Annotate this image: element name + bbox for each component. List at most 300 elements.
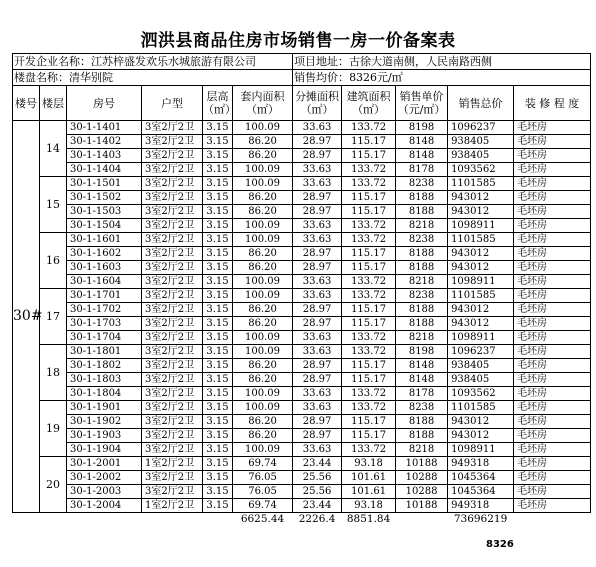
location-cell	[293, 54, 591, 70]
floor-height-cell: 3.15	[203, 401, 233, 415]
totals-spacer	[396, 513, 448, 527]
total-price-cell: 1045364	[448, 485, 514, 499]
inner-area-cell: 100.09	[233, 177, 293, 191]
unit-price-cell: 8188	[396, 429, 448, 443]
decoration-cell: 毛坯房	[514, 485, 591, 499]
gross-area-cell: 115.17	[342, 303, 396, 317]
room-number-cell: 30-1-1701	[67, 289, 142, 303]
gross-area-cell: 115.17	[342, 359, 396, 373]
decoration-cell: 毛坯房	[514, 219, 591, 233]
unit-price-cell: 8188	[396, 415, 448, 429]
average-footer: 8326	[486, 539, 514, 550]
table-row	[13, 303, 591, 317]
total-price-cell: 1101585	[448, 177, 514, 191]
room-number-cell: 30-1-1404	[67, 163, 142, 177]
table-row	[13, 289, 591, 303]
total-shared-area: 2226.4	[298, 513, 336, 525]
table-row	[13, 429, 591, 443]
header-row	[13, 86, 591, 121]
shared-area-cell: 28.97	[293, 303, 342, 317]
room-number-cell: 30-1-1503	[67, 205, 142, 219]
layout-cell: 1室2厅2卫	[142, 499, 203, 513]
total-inner-area: 6625.44	[240, 513, 285, 525]
total-price-cell: 1096237	[448, 121, 514, 135]
header-layout: 户型	[142, 86, 203, 121]
table-row	[13, 261, 591, 275]
room-number-cell: 30-1-1502	[67, 191, 142, 205]
unit-price-cell: 8178	[396, 163, 448, 177]
decoration-cell: 毛坯房	[514, 443, 591, 457]
room-number-cell: 30-1-1902	[67, 415, 142, 429]
gross-area-cell: 133.72	[342, 401, 396, 415]
total-price-cell: 1101585	[448, 401, 514, 415]
shared-area-cell: 28.97	[293, 429, 342, 443]
header-height: 层高（㎡）	[203, 86, 233, 121]
layout-cell: 3室2厅2卫	[142, 247, 203, 261]
total-price-cell: 943012	[448, 415, 514, 429]
total-gross-area: 8851.84	[346, 513, 391, 525]
unit-price-cell: 8188	[396, 247, 448, 261]
shared-area-cell: 33.63	[293, 177, 342, 191]
total-price-cell: 1101585	[448, 233, 514, 247]
shared-area-cell: 28.97	[293, 135, 342, 149]
gross-area-cell: 115.17	[342, 247, 396, 261]
estate-cell	[13, 70, 293, 86]
unit-price-cell: 10188	[396, 457, 448, 471]
unit-price-cell: 8218	[396, 443, 448, 457]
gross-area-cell: 133.72	[342, 275, 396, 289]
estate-name: 清华别院	[69, 71, 113, 84]
gross-area-cell: 93.18	[342, 457, 396, 471]
shared-area-cell: 28.97	[293, 191, 342, 205]
floor-height-cell: 3.15	[203, 345, 233, 359]
inner-area-cell: 86.20	[233, 303, 293, 317]
inner-area-cell: 86.20	[233, 205, 293, 219]
floor-height-cell: 3.15	[203, 289, 233, 303]
decoration-cell: 毛坯房	[514, 261, 591, 275]
gross-area-cell: 115.17	[342, 429, 396, 443]
total-price-cell: 943012	[448, 261, 514, 275]
layout-cell: 3室2厅2卫	[142, 415, 203, 429]
room-number-cell: 30-1-1904	[67, 443, 142, 457]
gross-area-cell: 133.72	[342, 163, 396, 177]
decoration-cell: 毛坯房	[514, 415, 591, 429]
total-price-cell: 1096237	[448, 345, 514, 359]
unit-price-cell: 8148	[396, 359, 448, 373]
room-number-cell: 30-1-1801	[67, 345, 142, 359]
unit-price-cell: 8188	[396, 191, 448, 205]
unit-price-cell: 8198	[396, 121, 448, 135]
shared-area-cell: 28.97	[293, 373, 342, 387]
layout-cell: 3室2厅2卫	[142, 387, 203, 401]
gross-area-cell: 115.17	[342, 205, 396, 219]
inner-area-cell: 100.09	[233, 401, 293, 415]
table-row	[13, 177, 591, 191]
floor-height-cell: 3.15	[203, 121, 233, 135]
room-number-cell: 30-1-1603	[67, 261, 142, 275]
shared-area-cell: 33.63	[293, 401, 342, 415]
shared-area-cell: 33.63	[293, 219, 342, 233]
total-price-cell: 1045364	[448, 471, 514, 485]
shared-area-cell: 33.63	[293, 443, 342, 457]
inner-area-cell: 69.74	[233, 499, 293, 513]
floor-height-cell: 3.15	[203, 177, 233, 191]
floor-cell: 15	[40, 177, 67, 233]
floor-height-cell: 3.15	[203, 135, 233, 149]
layout-cell: 3室2厅2卫	[142, 177, 203, 191]
header-decoration: 装 修 程 度	[514, 86, 591, 121]
room-number-cell: 30-1-1802	[67, 359, 142, 373]
floor-height-cell: 3.15	[203, 429, 233, 443]
table-row	[13, 415, 591, 429]
inner-area-cell: 76.05	[233, 471, 293, 485]
document-title: 泗洪县商品住房市场销售一房一价备案表	[140, 31, 456, 51]
layout-cell: 3室2厅2卫	[142, 289, 203, 303]
unit-price-cell: 10288	[396, 471, 448, 485]
shared-area-cell: 23.44	[293, 457, 342, 471]
total-price-cell: 1098911	[448, 219, 514, 233]
table-row	[13, 499, 591, 513]
header-unit-price: 销售单价（元/㎡）	[396, 86, 448, 121]
inner-area-cell: 100.09	[233, 345, 293, 359]
floor-cell: 17	[40, 289, 67, 345]
estate-label: 楼盘名称：	[14, 71, 69, 84]
layout-cell: 3室2厅2卫	[142, 443, 203, 457]
layout-cell: 3室2厅2卫	[142, 345, 203, 359]
gross-area-cell: 133.72	[342, 345, 396, 359]
gross-area-cell: 133.72	[342, 289, 396, 303]
floor-cell: 16	[40, 233, 67, 289]
inner-area-cell: 100.09	[233, 387, 293, 401]
layout-cell: 3室2厅2卫	[142, 121, 203, 135]
decoration-cell: 毛坯房	[514, 401, 591, 415]
gross-area-cell: 133.72	[342, 219, 396, 233]
decoration-cell: 毛坯房	[514, 275, 591, 289]
unit-price-cell: 8188	[396, 205, 448, 219]
decoration-cell: 毛坯房	[514, 191, 591, 205]
developer-cell	[13, 54, 293, 70]
table-row	[13, 387, 591, 401]
inner-area-cell: 86.20	[233, 415, 293, 429]
table-row	[13, 471, 591, 485]
layout-cell: 3室2厅2卫	[142, 359, 203, 373]
shared-area-cell: 33.63	[293, 289, 342, 303]
room-number-cell: 30-1-2003	[67, 485, 142, 499]
gross-area-cell: 101.61	[342, 471, 396, 485]
inner-area-cell: 76.05	[233, 485, 293, 499]
gross-area-cell: 101.61	[342, 485, 396, 499]
gross-area-cell: 133.72	[342, 443, 396, 457]
floor-cell: 18	[40, 345, 67, 401]
shared-area-cell: 33.63	[293, 387, 342, 401]
table-row	[13, 345, 591, 359]
room-number-cell: 30-1-1601	[67, 233, 142, 247]
table-row	[13, 373, 591, 387]
layout-cell: 3室2厅2卫	[142, 331, 203, 345]
decoration-cell: 毛坯房	[514, 205, 591, 219]
total-price-cell: 1098911	[448, 331, 514, 345]
layout-cell: 3室2厅2卫	[142, 135, 203, 149]
inner-area-cell: 86.20	[233, 261, 293, 275]
decoration-cell: 毛坯房	[514, 317, 591, 331]
inner-area-cell: 86.20	[233, 317, 293, 331]
decoration-cell: 毛坯房	[514, 247, 591, 261]
shared-area-cell: 25.56	[293, 485, 342, 499]
floor-height-cell: 3.15	[203, 205, 233, 219]
decoration-cell: 毛坯房	[514, 121, 591, 135]
table-row	[13, 331, 591, 345]
inner-area-cell: 86.20	[233, 191, 293, 205]
unit-price-cell: 8238	[396, 289, 448, 303]
header-total-price: 销售总价	[448, 86, 514, 121]
layout-cell: 3室2厅2卫	[142, 205, 203, 219]
layout-cell: 3室2厅2卫	[142, 401, 203, 415]
room-number-cell: 30-1-1504	[67, 219, 142, 233]
shared-area-cell: 33.63	[293, 345, 342, 359]
floor-height-cell: 3.15	[203, 317, 233, 331]
developer-name: 江苏梓盛发欢乐水城旅游有限公司	[91, 55, 256, 68]
unit-price-cell: 8188	[396, 303, 448, 317]
layout-cell: 3室2厅2卫	[142, 275, 203, 289]
table-row	[13, 219, 591, 233]
gross-area-cell: 133.72	[342, 387, 396, 401]
unit-price-cell: 8148	[396, 135, 448, 149]
shared-area-cell: 28.97	[293, 247, 342, 261]
unit-price-cell: 8148	[396, 149, 448, 163]
room-number-cell: 30-1-1903	[67, 429, 142, 443]
floor-height-cell: 3.15	[203, 247, 233, 261]
total-price-cell: 949318	[448, 499, 514, 513]
total-price-cell: 938405	[448, 359, 514, 373]
floor-height-cell: 3.15	[203, 275, 233, 289]
avg-price-cell	[293, 70, 591, 86]
decoration-cell: 毛坯房	[514, 471, 591, 485]
gross-area-cell: 115.17	[342, 149, 396, 163]
unit-price-cell: 8218	[396, 275, 448, 289]
table-row	[13, 205, 591, 219]
inner-area-cell: 100.09	[233, 443, 293, 457]
unit-price-cell: 8188	[396, 317, 448, 331]
layout-cell: 3室2厅2卫	[142, 429, 203, 443]
developer-label: 开发企业名称：	[14, 55, 91, 68]
floor-cell: 20	[40, 457, 67, 513]
layout-cell: 3室2厅2卫	[142, 149, 203, 163]
layout-cell: 3室2厅2卫	[142, 191, 203, 205]
location-value: 古徐大道南侧，人民南路西侧	[349, 55, 493, 68]
total-price-cell: 1098911	[448, 443, 514, 457]
decoration-cell: 毛坯房	[514, 177, 591, 191]
room-number-cell: 30-1-2001	[67, 457, 142, 471]
location-label: 项目地址：	[294, 55, 350, 68]
layout-cell: 3室2厅2卫	[142, 261, 203, 275]
unit-price-cell: 8238	[396, 177, 448, 191]
room-number-cell: 30-1-1803	[67, 373, 142, 387]
floor-cell: 14	[40, 121, 67, 177]
room-number-cell: 30-1-1403	[67, 149, 142, 163]
gross-area-cell: 115.17	[342, 415, 396, 429]
header-shared-area: 分摊面积（㎡）	[293, 86, 342, 121]
table-row	[13, 359, 591, 373]
shared-area-cell: 33.63	[293, 275, 342, 289]
decoration-cell: 毛坯房	[514, 289, 591, 303]
total-price-cell: 943012	[448, 247, 514, 261]
layout-cell: 3室2厅2卫	[142, 373, 203, 387]
inner-area-cell: 100.09	[233, 289, 293, 303]
table-row	[13, 457, 591, 471]
unit-price-cell: 10188	[396, 499, 448, 513]
shared-area-cell: 28.97	[293, 317, 342, 331]
shared-area-cell: 33.63	[293, 331, 342, 345]
decoration-cell: 毛坯房	[514, 387, 591, 401]
gross-area-cell: 115.17	[342, 373, 396, 387]
floor-height-cell: 3.15	[203, 219, 233, 233]
shared-area-cell: 33.63	[293, 121, 342, 135]
unit-price-cell: 8218	[396, 219, 448, 233]
floor-height-cell: 3.15	[203, 415, 233, 429]
total-sales-price: 73696219	[453, 513, 508, 525]
room-number-cell: 30-1-2004	[67, 499, 142, 513]
layout-cell: 3室2厅2卫	[142, 317, 203, 331]
inner-area-cell: 100.09	[233, 219, 293, 233]
floor-height-cell: 3.15	[203, 443, 233, 457]
room-number-cell: 30-1-1702	[67, 303, 142, 317]
total-price-cell: 943012	[448, 303, 514, 317]
decoration-cell: 毛坯房	[514, 233, 591, 247]
layout-cell: 3室2厅2卫	[142, 233, 203, 247]
decoration-cell: 毛坯房	[514, 373, 591, 387]
inner-area-cell: 100.09	[233, 163, 293, 177]
total-price-cell: 938405	[448, 135, 514, 149]
floor-height-cell: 3.15	[203, 499, 233, 513]
table-row	[13, 135, 591, 149]
shared-area-cell: 28.97	[293, 149, 342, 163]
floor-height-cell: 3.15	[203, 261, 233, 275]
room-number-cell: 30-1-1602	[67, 247, 142, 261]
table-row	[13, 443, 591, 457]
table-row	[13, 191, 591, 205]
table-row	[13, 317, 591, 331]
totals-row	[13, 513, 591, 527]
floor-height-cell: 3.15	[203, 359, 233, 373]
total-price-cell: 943012	[448, 317, 514, 331]
total-price-cell: 1098911	[448, 275, 514, 289]
shared-area-cell: 33.63	[293, 163, 342, 177]
sales-record-table	[12, 53, 591, 526]
decoration-cell: 毛坯房	[514, 135, 591, 149]
gross-area-cell: 115.17	[342, 261, 396, 275]
shared-area-cell: 28.97	[293, 359, 342, 373]
building-number-cell: 30#	[13, 121, 40, 513]
decoration-cell: 毛坯房	[514, 429, 591, 443]
unit-price-cell: 8148	[396, 373, 448, 387]
shared-area-cell: 28.97	[293, 205, 342, 219]
floor-height-cell: 3.15	[203, 485, 233, 499]
decoration-cell: 毛坯房	[514, 149, 591, 163]
table-row	[13, 121, 591, 135]
floor-height-cell: 3.15	[203, 233, 233, 247]
total-price-cell: 943012	[448, 205, 514, 219]
room-number-cell: 30-1-1703	[67, 317, 142, 331]
avg-price-value: 8326元/㎡	[349, 71, 403, 84]
inner-area-cell: 86.20	[233, 429, 293, 443]
header-gross-area: 建筑面积（㎡）	[342, 86, 396, 121]
shared-area-cell: 28.97	[293, 415, 342, 429]
total-price-cell: 938405	[448, 149, 514, 163]
unit-price-cell: 8198	[396, 345, 448, 359]
gross-area-cell: 133.72	[342, 121, 396, 135]
table-row	[13, 247, 591, 261]
floor-height-cell: 3.15	[203, 331, 233, 345]
header-inner-area: 套内面积（㎡）	[233, 86, 293, 121]
inner-area-cell: 86.20	[233, 135, 293, 149]
shared-area-cell: 33.63	[293, 233, 342, 247]
total-price-cell: 1101585	[448, 289, 514, 303]
header-room: 房号	[67, 86, 142, 121]
estate-row	[13, 70, 591, 86]
inner-area-cell: 69.74	[233, 457, 293, 471]
inner-area-cell: 100.09	[233, 331, 293, 345]
floor-height-cell: 3.15	[203, 471, 233, 485]
decoration-cell: 毛坯房	[514, 499, 591, 513]
layout-cell: 3室2厅2卫	[142, 163, 203, 177]
header-floor: 楼层	[40, 86, 67, 121]
room-number-cell: 30-1-1402	[67, 135, 142, 149]
header-building: 楼号	[13, 86, 40, 121]
floor-height-cell: 3.15	[203, 191, 233, 205]
shared-area-cell: 25.56	[293, 471, 342, 485]
total-price-cell: 949318	[448, 457, 514, 471]
table-row	[13, 163, 591, 177]
floor-cell: 19	[40, 401, 67, 457]
floor-height-cell: 3.15	[203, 373, 233, 387]
room-number-cell: 30-1-1901	[67, 401, 142, 415]
floor-height-cell: 3.15	[203, 163, 233, 177]
decoration-cell: 毛坯房	[514, 345, 591, 359]
layout-cell: 3室2厅2卫	[142, 303, 203, 317]
floor-height-cell: 3.15	[203, 303, 233, 317]
inner-area-cell: 86.20	[233, 359, 293, 373]
inner-area-cell: 100.09	[233, 233, 293, 247]
inner-area-cell: 86.20	[233, 247, 293, 261]
layout-cell: 1室2厅2卫	[142, 457, 203, 471]
decoration-cell: 毛坯房	[514, 303, 591, 317]
unit-price-cell: 8188	[396, 261, 448, 275]
decoration-cell: 毛坯房	[514, 359, 591, 373]
total-price-cell: 943012	[448, 191, 514, 205]
unit-price-cell: 8238	[396, 401, 448, 415]
unit-price-cell: 8178	[396, 387, 448, 401]
layout-cell: 3室2厅2卫	[142, 471, 203, 485]
floor-height-cell: 3.15	[203, 149, 233, 163]
total-price-cell: 938405	[448, 373, 514, 387]
table-row	[13, 149, 591, 163]
table-row	[13, 485, 591, 499]
table-row	[13, 275, 591, 289]
gross-area-cell: 115.17	[342, 317, 396, 331]
inner-area-cell: 100.09	[233, 275, 293, 289]
floor-height-cell: 3.15	[203, 387, 233, 401]
unit-price-cell: 8218	[396, 331, 448, 345]
table-row	[13, 233, 591, 247]
unit-price-cell: 10288	[396, 485, 448, 499]
total-price-cell: 1093562	[448, 387, 514, 401]
shared-area-cell: 28.97	[293, 261, 342, 275]
shared-area-cell: 23.44	[293, 499, 342, 513]
layout-cell: 3室2厅2卫	[142, 485, 203, 499]
room-number-cell: 30-1-2002	[67, 471, 142, 485]
total-price-cell: 1093562	[448, 163, 514, 177]
gross-area-cell: 133.72	[342, 331, 396, 345]
